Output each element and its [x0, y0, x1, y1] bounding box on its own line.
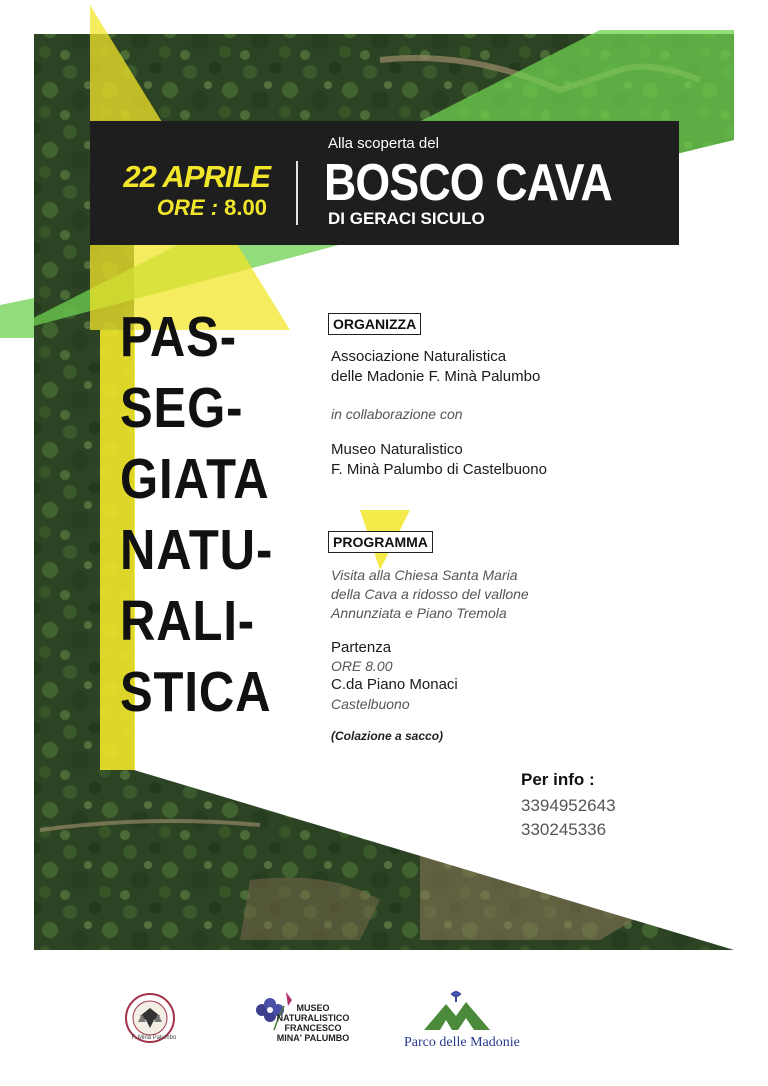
organizza-label: ORGANIZZA [328, 313, 421, 335]
header-divider [296, 161, 298, 225]
parco-madonie-logo [422, 990, 492, 1034]
programma-label: PROGRAMMA [328, 531, 433, 553]
association-logo-text: F. Minà Palumbo [131, 1035, 177, 1041]
heading-line: RALI- [120, 589, 255, 653]
header-banner [90, 121, 679, 245]
organizer-line2: delle Madonie F. Minà Palumbo [331, 368, 541, 385]
museum-logo-line4: MINA' PALUMBO [276, 1033, 350, 1043]
museum-logo-text [273, 1003, 353, 1043]
museum-line1: Museo Naturalistico [331, 441, 463, 458]
heading-line: NATU- [120, 518, 274, 582]
walk-heading [120, 302, 310, 728]
parco-logo-text: Parco delle Madonie [404, 1035, 520, 1050]
phone-number: 3394952643 [521, 796, 616, 815]
museum-line2: F. Minà Palumbo di Castelbuono [331, 461, 547, 478]
time-label: ORE : [156, 195, 219, 220]
info-label: Per info : [521, 770, 595, 789]
program-desc-line2: della Cava a ridosso del vallone [331, 586, 529, 602]
museum-logo-line1: MUSEO [296, 1003, 330, 1013]
event-date: 22 APRILE [123, 159, 270, 194]
museum-logo-line3: FRANCESCO [284, 1023, 342, 1033]
time-value: 8.00 [224, 195, 267, 220]
heading-line: PAS- [120, 305, 237, 369]
collaboration-text: in collaborazione con [331, 406, 463, 422]
header-subtitle-bottom: DI GERACI SICULO [328, 209, 485, 228]
phone-number: 330245336 [521, 820, 607, 839]
departure-label: Partenza [331, 639, 392, 656]
header-subtitle-top: Alla scoperta del [328, 135, 439, 152]
event-time [120, 195, 267, 221]
event-title: BOSCO CAVA [324, 154, 612, 212]
departure-place: C.da Piano Monaci [331, 676, 458, 693]
heading-line: STICA [120, 660, 272, 724]
departure-time: ORE 8.00 [331, 658, 393, 674]
departure-town: Castelbuono [331, 696, 410, 712]
heading-line: SEG- [120, 376, 244, 440]
program-desc-line1: Visita alla Chiesa Santa Maria [331, 567, 518, 583]
organizer-line1: Associazione Naturalistica [331, 348, 507, 365]
museum-logo-line2: NATURALISTICO [276, 1013, 350, 1023]
heading-line: GIATA [120, 447, 270, 511]
program-desc-line3: Annunziata e Piano Tremola [331, 605, 507, 621]
lunch-note: (Colazione a sacco) [331, 729, 444, 743]
